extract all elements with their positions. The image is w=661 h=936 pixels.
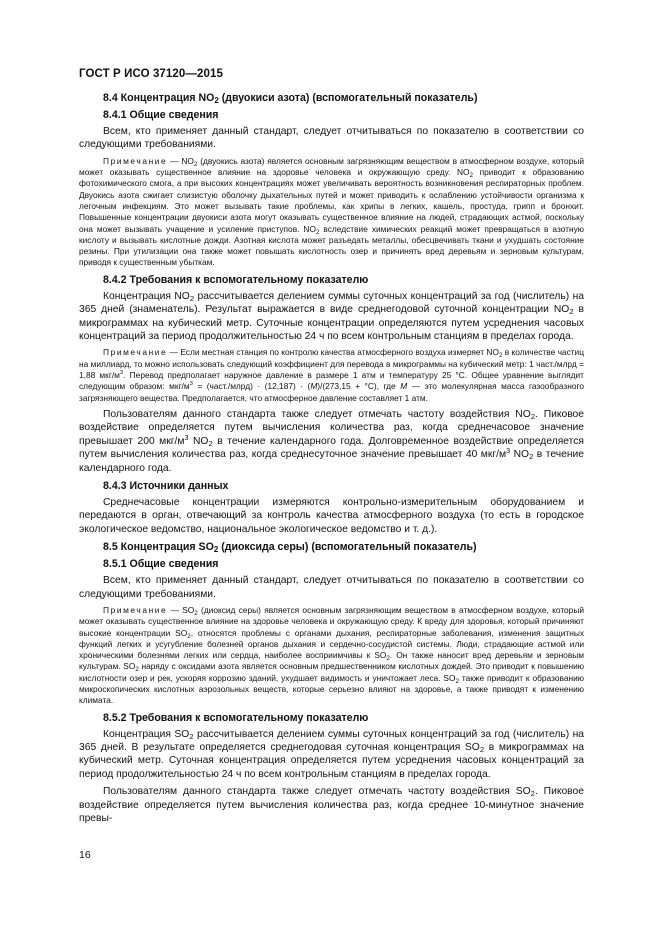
section-8-4-3-text: Среднечасовые концентрации измеряются контрольно-измерительным оборудованием и передаются в орган, отвечающий за контроль качества атмосферного воздуха (то есть в городское экологическое ведомство, национальное экологическое ведомство и т. д.). — [79, 496, 584, 535]
section-8-5-1-text: Всем, кто применяет данный стандарт, следует отчитываться по показателю в соответствии со следующими требованиями. — [79, 575, 584, 600]
section-8-4-2-text-2: Пользователям данного стандарта также следует отмечать частоту воздействия $NO_2$. Пиковое воздействие определяется путем вычисления количества раз, когда среднечасовое значение превышает 200 мкг/$м^3$ $NO_2$ в течение календарного года. Долговременное воздействие определяется путем вычисления количества раз, когда среднесуточное значение превышает 40 мкг/$м^3$ $NO_2$ в течение календарного года. — [79, 408, 585, 474]
document-header: ГОСТ Р ИСО 37120—2015 — [79, 68, 224, 80]
page-content — [79, 91, 584, 829]
section-8-4-2-title: 8.4.2 Требования к вспомогательному показателю — [103, 273, 369, 286]
page-number: 16 — [79, 849, 91, 861]
section-8-4-1-title: 8.4.1 Общие сведения — [103, 109, 219, 121]
section-8-5-2-text: Концентрация $SO_2$ рассчитывается делением суммы суточных концентраций за год (числитель) на 365 дней. В результате определяется среднегодовая суточная концентрация $SO_2$ в микрограммах на кубический метр. Суточная концентрация определяется путем усреднения часовых концентраций за период продолжительностью 24 ч по всем контрольным станциям в пределах города. — [79, 728, 585, 780]
section-8-5-1-title: 8.5.1 Общие сведения — [103, 558, 219, 571]
section-8-4-title: 8.4 Концентрация $NO_2$ (двуокиси азота) (вспомогательный показатель) — [103, 92, 478, 105]
section-8-4-3-title: 8.4.3 Источники данных — [103, 479, 229, 492]
section-8-5-2-title: 8.5.2 Требования к вспомогательному показателю — [103, 711, 369, 724]
section-8-4-2-note: Примечание — Если местная станция по контролю качества атмосферного воздуха измеряет $NO_2$ в количестве частиц на миллиард, то можно использовать следующий коэффициент для перевода в микрограммы на кубический метр: 1 част./млрд = 1,88 мкг/$м^3$. Перевод предполагает наружное давление в размере 1 атм и температуру 25 °С. Общее уравнение выглядит следующим образом: мкг/$м^3$ = (част./млрд) · (12,187) · (M)/(273,15 + °С), где M — это молекулярная масса газообразного загрязняющего вещества. Предполагается, что атмосферное давление составляет 1 атм. — [79, 347, 585, 403]
section-8-4-1-text: Всем, кто применяет данный стандарт, следует отчитываться по показателю в соответствии со следующими требованиями. — [79, 126, 584, 151]
section-8-4-2-text: Концентрация $NO_2$ рассчитывается делением суммы суточных концентраций за год (числитель) на 365 дней (знаменатель). Результат выражается в виде среднегодовой суточной концентрации $NO_2$ в микрограммах на кубический метр. Суточные концентрации определяются путем усреднения часовых концентраций за период продолжительностью 24 ч по всем контрольным станциям в пределах города. — [79, 290, 584, 342]
section-8-4-1-note: Примечание — $NO_2$ (двуокись азота) является основным загрязняющим веществом в атмосферном воздухе, который может оказывать существенное влияние на здоровье человека и окружающую среду. $NO_2$ приводит к образованию фотохимического смога, а при высоких концентрациях может увеличивать вероятность возникновения респираторных проблем. Двуокись азота сжигает слизистую оболочку дыхательных путей и может приводить к ослаблению устойчивости организма к легочным инфекциям. Это может вызывать такие проблемы, как хрипы в легких, кашель, простуда, грипп и бронхит. Повышенные концентрации двуокиси азота могут оказывать существенное влияние на людей, страдающих астмой, поскольку она может вызывать учащение и усиление приступов. $NO_2$ вследствие химических реакций может превращаться в азотную кислоту и вызывать кислотные дожди. Азотная кислота может разъедать металлы, обесцвечивать ткани и ухудшать состояние резины. При утилизации она также может повышать кислотность озер и причинять вред деревьям и зерновым культурам, приводя к существенным убыткам. — [79, 155, 584, 268]
section-8-5-2-text-2: Пользователям данного стандарта также следует отмечать частоту воздействия $SO_2$. Пиковое воздействие определяется путем вычисления количества раз, когда среднее 10-минутное значение превы- — [79, 786, 584, 825]
section-8-5-title: 8.5 Концентрация $SO_2$ (диоксида серы) (вспомогательный показатель) — [103, 541, 477, 555]
section-8-5-1-note: Примечание — $SO_2$ (диоксид серы) является основным загрязняющим веществом в атмосферном воздухе, который может оказывать существенное влияние на здоровье человека и окружающую среду. К вреду для здоровья, который причиняют высокие концентрации $SO_2$, относятся проблемы с органами дыхания, респираторные заболевания, изменения защитных функций легких и усугубление болезней органов дыхания и сердечно-сосудистой системы. Люди, страдающие астмой или хроническими болезнями легких или сердца, наиболее восприимчивы к $SO_2$. Он также наносит вред деревьям и зерновым культурам. $SO_2$ наряду с оксидами азота является основным предшественником кислотных дождей. Это приводит к повышению кислотности озер и рек, ускоряя коррозию зданий, ухудшает видимость и уничтожает леса. $SO_2$ также приводит к образованию микроскопических кислотных аэрозольных веществ, которые серьезно влияют на здоровье, а также приводят к изменению климата. — [79, 604, 585, 706]
